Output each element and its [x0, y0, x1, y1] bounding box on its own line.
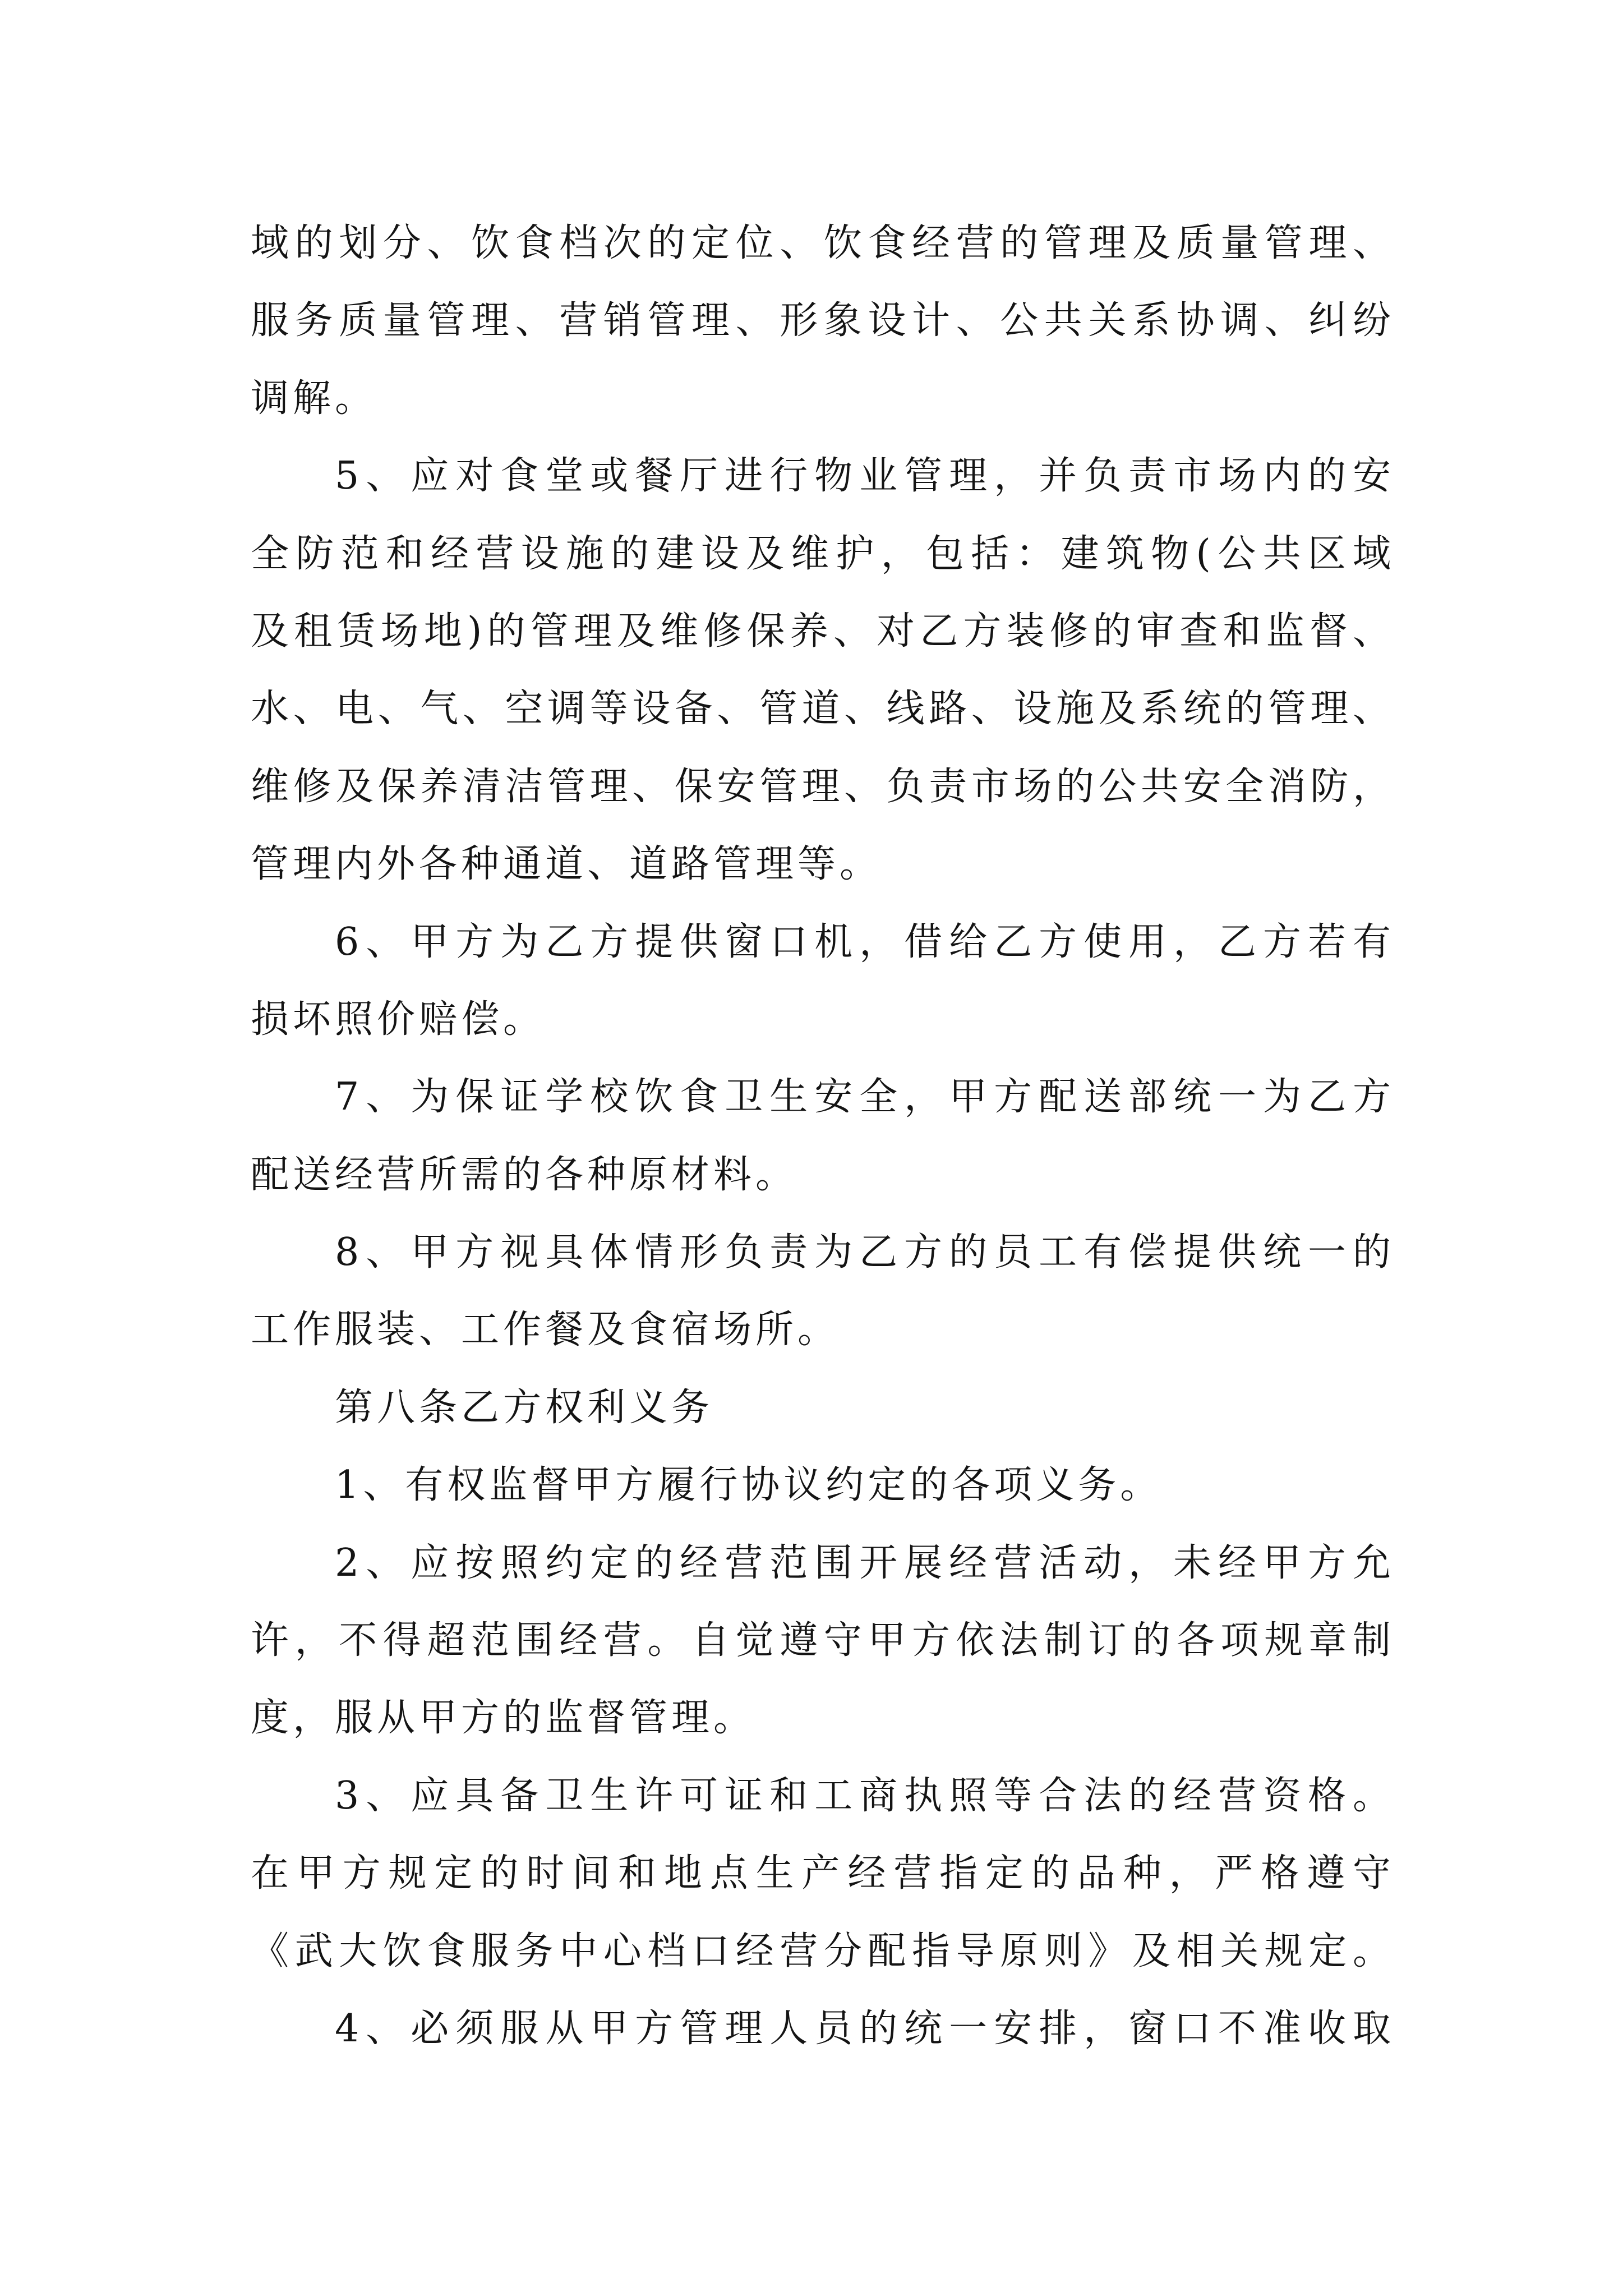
- document-body: [251, 205, 1395, 2068]
- paragraph: [251, 1059, 1395, 1214]
- text-line: 8、甲方视具体情形负责为乙方的员工有偿提供统一的: [335, 1230, 1395, 1275]
- text-line: 服务质量管理、营销管理、形象设计、公共关系协调、纠纷: [251, 298, 1395, 343]
- paragraph: [251, 1214, 1395, 1369]
- paragraph: [251, 205, 1395, 438]
- paragraph: [251, 904, 1395, 1059]
- text-line: 配送经营所需的各种原材料。: [251, 1152, 798, 1197]
- text-line: 水、电、气、空调等设备、管道、线路、设施及系统的管理、: [251, 687, 1395, 731]
- text-line: 度，服从甲方的监督管理。: [251, 1696, 756, 1741]
- paragraph: [251, 1990, 1395, 2068]
- text-line: 5、应对食堂或餐厅进行物业管理，并负责市场内的安: [335, 454, 1395, 499]
- text-line: 损坏照价赔偿。: [251, 997, 546, 1042]
- text-line: 调解。: [251, 376, 377, 421]
- text-line: 《武大饮食服务中心档口经营分配指导原则》及相关规定。: [251, 1929, 1395, 1973]
- text-line: 4、必须服从甲方管理人员的统一安排，窗口不准收取: [335, 2006, 1395, 2051]
- paragraph: [251, 1757, 1395, 1990]
- paragraph: [251, 1525, 1395, 1757]
- text-line: 2、应按照约定的经营范围开展经营活动，未经甲方允: [335, 1540, 1395, 1585]
- text-line: 3、应具备卫生许可证和工商执照等合法的经营资格。: [335, 1773, 1395, 1818]
- text-line: 管理内外各种通道、道路管理等。: [251, 842, 882, 887]
- text-line: 全防范和经营设施的建设及维护，包括：建筑物(公共区域: [251, 531, 1395, 576]
- text-line: 在甲方规定的时间和地点生产经营指定的品种，严格遵守: [251, 1851, 1395, 1896]
- paragraph: [251, 1447, 1395, 1524]
- text-line: 第八条乙方权利义务: [335, 1385, 714, 1430]
- text-line: 维修及保养清洁管理、保安管理、负责市场的公共安全消防，: [251, 764, 1395, 809]
- text-line: 7、为保证学校饮食卫生安全，甲方配送部统一为乙方: [335, 1075, 1395, 1120]
- text-line: 域的划分、饮食档次的定位、饮食经营的管理及质量管理、: [251, 221, 1395, 265]
- paragraph: [251, 1369, 1395, 1447]
- text-line: 许，不得超范围经营。自觉遵守甲方依法制订的各项规章制: [251, 1618, 1395, 1663]
- text-line: 1、有权监督甲方履行协议约定的各项义务。: [335, 1463, 1163, 1508]
- text-line: 及租赁场地)的管理及维修保养、对乙方装修的审查和监督、: [251, 609, 1395, 654]
- text-line: 6、甲方为乙方提供窗口机，借给乙方使用，乙方若有: [335, 919, 1395, 964]
- text-line: 工作服装、工作餐及食宿场所。: [251, 1308, 840, 1352]
- paragraph: [251, 438, 1395, 903]
